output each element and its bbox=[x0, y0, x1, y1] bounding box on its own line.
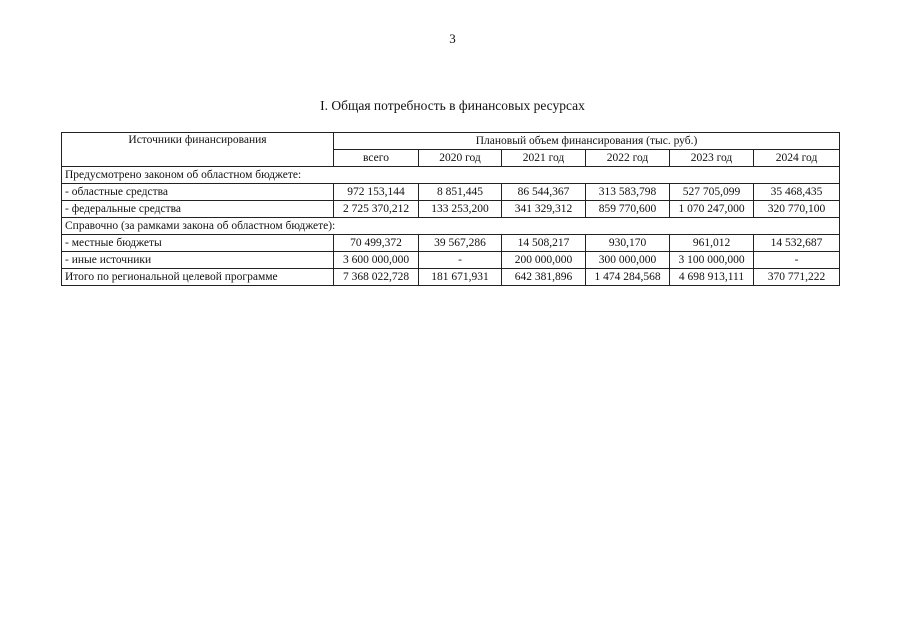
cell-value: 70 499,372 bbox=[334, 235, 419, 252]
cell-value: 300 000,000 bbox=[586, 252, 670, 269]
cell-value: 133 253,200 bbox=[419, 201, 502, 218]
section-row bbox=[62, 167, 840, 184]
cell-value: 39 567,286 bbox=[419, 235, 502, 252]
cell-value: - bbox=[754, 252, 840, 269]
header-row-1 bbox=[62, 133, 840, 150]
header-plan: Плановый объем финансирования (тыс. руб.) bbox=[334, 133, 840, 150]
cell-value: 370 771,222 bbox=[754, 269, 840, 286]
cell-value: - bbox=[419, 252, 502, 269]
cell-value: 3 600 000,000 bbox=[334, 252, 419, 269]
cell-value: 14 508,217 bbox=[502, 235, 586, 252]
row-label: - областные средства bbox=[62, 184, 334, 201]
cell-value: 14 532,687 bbox=[754, 235, 840, 252]
cell-value: 86 544,367 bbox=[502, 184, 586, 201]
cell-value: 320 770,100 bbox=[754, 201, 840, 218]
cell-value: 961,012 bbox=[670, 235, 754, 252]
page-number: 3 bbox=[449, 31, 456, 46]
section-row bbox=[62, 218, 840, 235]
cell-value: 1 070 247,000 bbox=[670, 201, 754, 218]
row-label: - иные источники bbox=[62, 252, 334, 269]
col-header-2020: 2020 год bbox=[419, 150, 502, 167]
col-header-2021: 2021 год bbox=[502, 150, 586, 167]
table-row bbox=[62, 235, 840, 252]
col-header-2024: 2024 год bbox=[754, 150, 840, 167]
cell-value: 2 725 370,212 bbox=[334, 201, 419, 218]
header-source: Источники финансирования bbox=[62, 133, 334, 167]
financing-table bbox=[61, 132, 840, 286]
cell-value: 642 381,896 bbox=[502, 269, 586, 286]
cell-value: 527 705,099 bbox=[670, 184, 754, 201]
row-label: Итого по региональной целевой программе bbox=[62, 269, 334, 286]
row-label: - федеральные средства bbox=[62, 201, 334, 218]
col-header-2022: 2022 год bbox=[586, 150, 670, 167]
cell-value: 930,170 bbox=[586, 235, 670, 252]
cell-value: 3 100 000,000 bbox=[670, 252, 754, 269]
col-header-2023: 2023 год bbox=[670, 150, 754, 167]
cell-value: 4 698 913,111 bbox=[670, 269, 754, 286]
table-row bbox=[62, 184, 840, 201]
cell-value: 1 474 284,568 bbox=[586, 269, 670, 286]
cell-value: 8 851,445 bbox=[419, 184, 502, 201]
table-row bbox=[62, 201, 840, 218]
cell-value: 200 000,000 bbox=[502, 252, 586, 269]
table-row bbox=[62, 252, 840, 269]
cell-value: 35 468,435 bbox=[754, 184, 840, 201]
cell-value: 341 329,312 bbox=[502, 201, 586, 218]
section-label-budget-law: Предусмотрено законом об областном бюджете: bbox=[62, 167, 840, 184]
section-title: I. Общая потребность в финансовых ресурсах bbox=[320, 98, 585, 113]
row-label: - местные бюджеты bbox=[62, 235, 334, 252]
cell-value: 181 671,931 bbox=[419, 269, 502, 286]
col-header-total: всего bbox=[334, 150, 419, 167]
cell-value: 7 368 022,728 bbox=[334, 269, 419, 286]
cell-value: 313 583,798 bbox=[586, 184, 670, 201]
total-row bbox=[62, 269, 840, 286]
cell-value: 972 153,144 bbox=[334, 184, 419, 201]
cell-value: 859 770,600 bbox=[586, 201, 670, 218]
section-label-reference: Справочно (за рамками закона об областном бюджете): bbox=[62, 218, 840, 235]
